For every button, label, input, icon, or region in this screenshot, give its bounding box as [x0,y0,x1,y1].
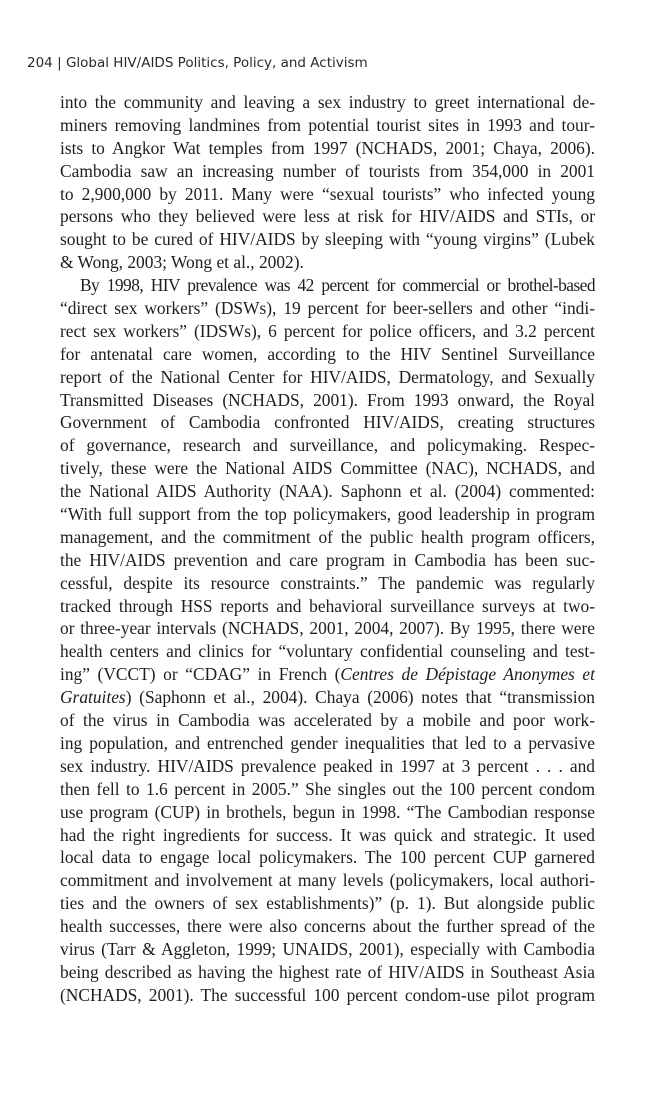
text-line: the HIV/AIDS prevention and care program in Cambodia has been suc- [60,549,595,570]
text-line: report of the National Center for HIV/AIDS, Dermatology, and Sexually [60,366,595,387]
text-segment: ing” (VCCT) or “CDAG” in French ( [60,664,341,685]
text-line: health successes, there were also concerns about the further spread of the [60,916,595,937]
text-line: Transmitted Diseases (NCHADS, 2001). From 1993 onward, the Royal [60,389,595,410]
paragraph-first-line: By 1998, HIV prevalence was 42 percent for commercial or brothel-based [80,275,595,296]
text-segment: ) (Saphonn et al., 2004). Chaya (2006) notes that “transmission [125,687,595,708]
text-line: the National AIDS Authority (NAA). Saphonn et al. (2004) commented: [60,481,595,502]
text-line: ists to Angkor Wat temples from 1997 (NCHADS, 2001; Chaya, 2006). [60,137,595,158]
text-line: for antenatal care women, according to the HIV Sentinel Surveillance [60,343,595,364]
text-line: health centers and clinics for “voluntary confidential counseling and test- [60,641,595,662]
text-line: miners removing landmines from potential tourist sites in 1993 and tour- [60,114,595,135]
text-line-with-italic [60,663,595,686]
italic-phrase: Centres de Dépistage Anonymes et [340,664,595,685]
text-line: sex industry. HIV/AIDS prevalence peaked in 1997 at 3 percent . . . and [60,755,595,776]
text-line: sought to be cured of HIV/AIDS by sleeping with “young virgins” (Lubek [60,229,595,250]
text-line: “With full support from the top policymakers, good leadership in program [60,504,595,525]
text-line: Government of Cambodia confronted HIV/AIDS, creating structures [60,412,595,433]
text-line: “direct sex workers” (DSWs), 19 percent for beer-sellers and other “indi- [60,298,595,319]
text-line: cessful, despite its resource constraints.” The pandemic was regularly [60,572,595,593]
header-separator: | [57,55,62,71]
italic-phrase-end: Gratuites [60,687,126,708]
body-text [60,91,595,1007]
text-line: local data to engage local policymakers. The 100 percent CUP garnered [60,847,595,868]
text-line: management, and the commitment of the public health program officers, [60,526,595,547]
text-line: & Wong, 2003; Wong et al., 2002). [60,252,304,273]
text-line: persons who they believed were less at risk for HIV/AIDS and STIs, or [60,206,595,227]
running-header [27,55,368,71]
text-line: virus (Tarr & Aggleton, 1999; UNAIDS, 2001), especially with Cambodia [60,938,595,959]
text-line: ties and the owners of sex establishments)” (p. 1). But alongside public [60,893,595,914]
text-line: commitment and involvement at many levels (policymakers, local authori- [60,870,595,891]
text-line: (NCHADS, 2001). The successful 100 percent condom-use pilot program [60,984,595,1005]
text-line: Cambodia saw an increasing number of tourists from 354,000 in 2001 [60,160,595,181]
text-line: into the community and leaving a sex industry to greet international de- [60,92,595,112]
text-line: rect sex workers” (IDSWs), 6 percent for police officers, and 3.2 percent [60,320,595,341]
text-line: tively, these were the National AIDS Committee (NAC), NCHADS, and [60,458,595,479]
text-line: or three-year intervals (NCHADS, 2001, 2004, 2007). By 1995, there were [60,618,595,639]
text-line: of the virus in Cambodia was accelerated by a mobile and poor work- [60,710,595,731]
text-line: then fell to 1.6 percent in 2005.” She singles out the 100 percent condom [60,778,595,799]
text-line: had the right ingredients for success. It was quick and strategic. It used [60,824,595,845]
page-number: 204 [27,55,53,71]
text-line: to 2,900,000 by 2011. Many were “sexual tourists” who infected young [60,183,595,204]
text-line: tracked through HSS reports and behavioral surveillance surveys at two- [60,595,595,616]
text-line: being described as having the highest rate of HIV/AIDS in Southeast Asia [60,961,595,982]
text-line: ing population, and entrenched gender inequalities that led to a pervasive [60,732,595,753]
book-title: Global HIV/AIDS Politics, Policy, and Activism [65,55,368,71]
text-line: of governance, research and surveillance, and policymaking. Respec- [60,435,595,456]
text-line: use program (CUP) in brothels, begun in 1998. “The Cambodian response [60,801,595,822]
text-line-with-italic [60,686,595,709]
